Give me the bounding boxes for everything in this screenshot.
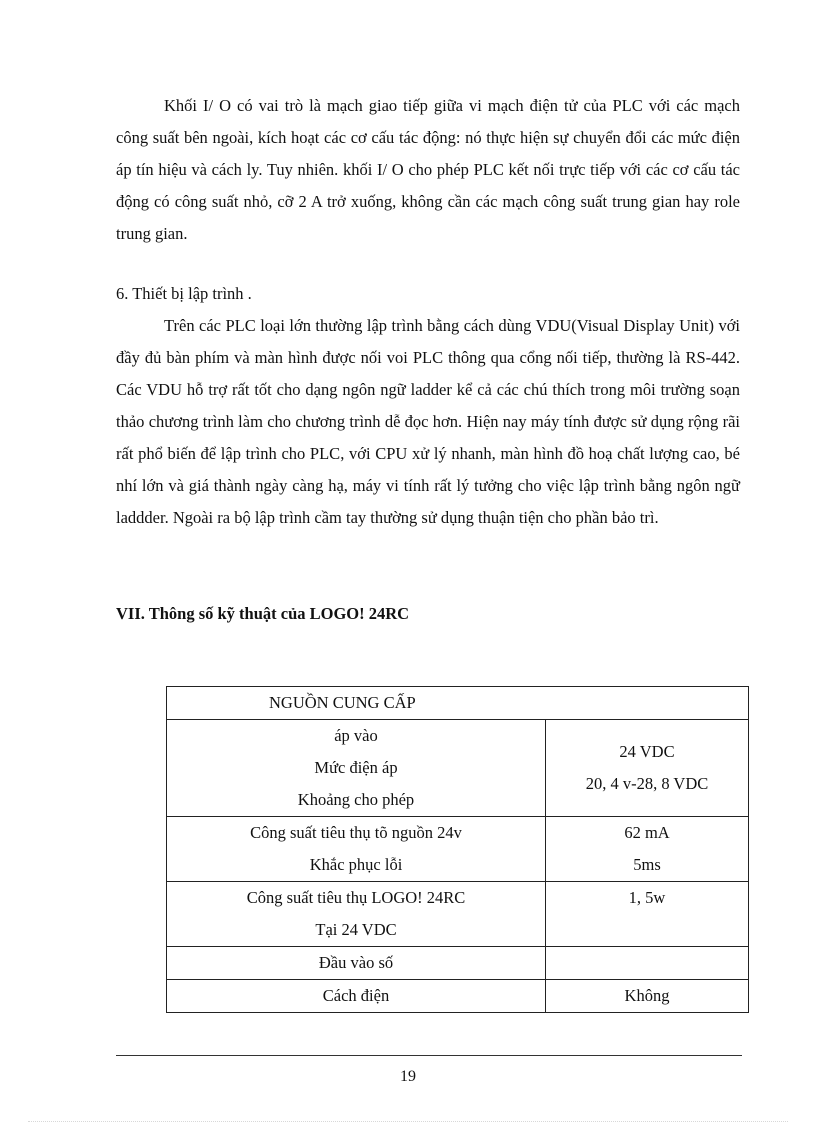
table-cell-value <box>546 882 749 947</box>
cell-line: Khắc phục lỗi <box>309 855 403 874</box>
cell-line: 24 VDC <box>619 742 675 761</box>
section-heading-logo-specs: VII. Thông số kỹ thuật của LOGO! 24RC <box>116 604 410 623</box>
cell-line: Không <box>624 986 670 1005</box>
table-cell-label <box>167 882 546 947</box>
cell-line: 62 mA <box>624 823 670 842</box>
table-cell-value <box>546 720 749 817</box>
table-cell-value <box>546 947 749 980</box>
paragraph-programming-device: Trên các PLC loại lớn thường lập trình bằng cách dùng VDU(Visual Display Unit) với đầy đủ bàn phím và màn hình được nối voi PLC thông qua cổng nối tiếp, thường là RS-442. Các VDU hỗ trợ rất tốt cho dạng ngôn ngữ ladder kể cả các chú thích trong môi trường soạn thảo chương trình làm cho chương trình dễ đọc hơn. Hiện nay máy tính được sử dụng rộng rãi rất phổ biến để lập trình cho PLC, với CPU xử lý nhanh, màn hình đồ hoạ chất lượng cao, bé nhí lớn và giá thành ngày càng hạ, máy vi tính rất lý tưởng cho việc lập trình bằng ngôn ngữ laddder. Ngoài ra bộ lập trình cầm tay thường sử dụng thuận tiện cho phần bảo trì. <box>116 316 740 527</box>
table-cell-label <box>167 817 546 882</box>
page-number: 19 <box>400 1068 416 1085</box>
cell-line: 1, 5w <box>628 888 666 907</box>
table-cell-value <box>546 817 749 882</box>
footer-divider <box>116 1055 742 1056</box>
table-row <box>167 687 749 720</box>
cell-line: 5ms <box>633 855 661 874</box>
cell-line: Cách điện <box>322 986 390 1005</box>
cell-line: Công suất tiêu thụ LOGO! 24RC <box>246 888 466 907</box>
cell-line: Đầu vào số <box>318 953 394 972</box>
cell-line: Khoảng cho phép <box>297 790 415 809</box>
cell-line: Tại 24 VDC <box>315 920 397 939</box>
table-header-power-supply: NGUỒN CUNG CẤP <box>167 687 749 720</box>
cell-line: Mức điện áp <box>314 758 398 777</box>
table-cell-label <box>167 980 546 1013</box>
table-row <box>167 882 749 947</box>
table-cell-value <box>546 980 749 1013</box>
spec-table <box>166 686 749 1013</box>
cell-line: 20, 4 v-28, 8 VDC <box>585 774 709 793</box>
table-cell-label <box>167 947 546 980</box>
cell-line <box>546 947 748 979</box>
cell-line: áp vào <box>334 726 378 745</box>
table-cell-label <box>167 720 546 817</box>
cell-line: Công suất tiêu thụ tõ nguồn 24v <box>250 823 462 842</box>
section-heading-programming-device: 6. Thiết bị lập trình . <box>116 284 252 303</box>
paragraph-io-block: Khối I/ O có vai trò là mạch giao tiếp giữa vi mạch điện tử của PLC với các mạch công suất bên ngoài, kích hoạt các cơ cấu tác động: nó thực hiện sự chuyển đổi các mức điện áp tín hiệu và cách ly. Tuy nhiên. khối I/ O cho phép PLC kết nối trực tiếp với các cơ cấu tác động có công suất nhỏ, cỡ 2 A trở xuống, không cần các mạch công suất trung gian hay role trung gian. <box>116 96 740 243</box>
table-row <box>167 817 749 882</box>
table-row <box>167 720 749 817</box>
table-row <box>167 947 749 980</box>
page-edge-divider <box>28 1121 788 1122</box>
table-row <box>167 980 749 1013</box>
